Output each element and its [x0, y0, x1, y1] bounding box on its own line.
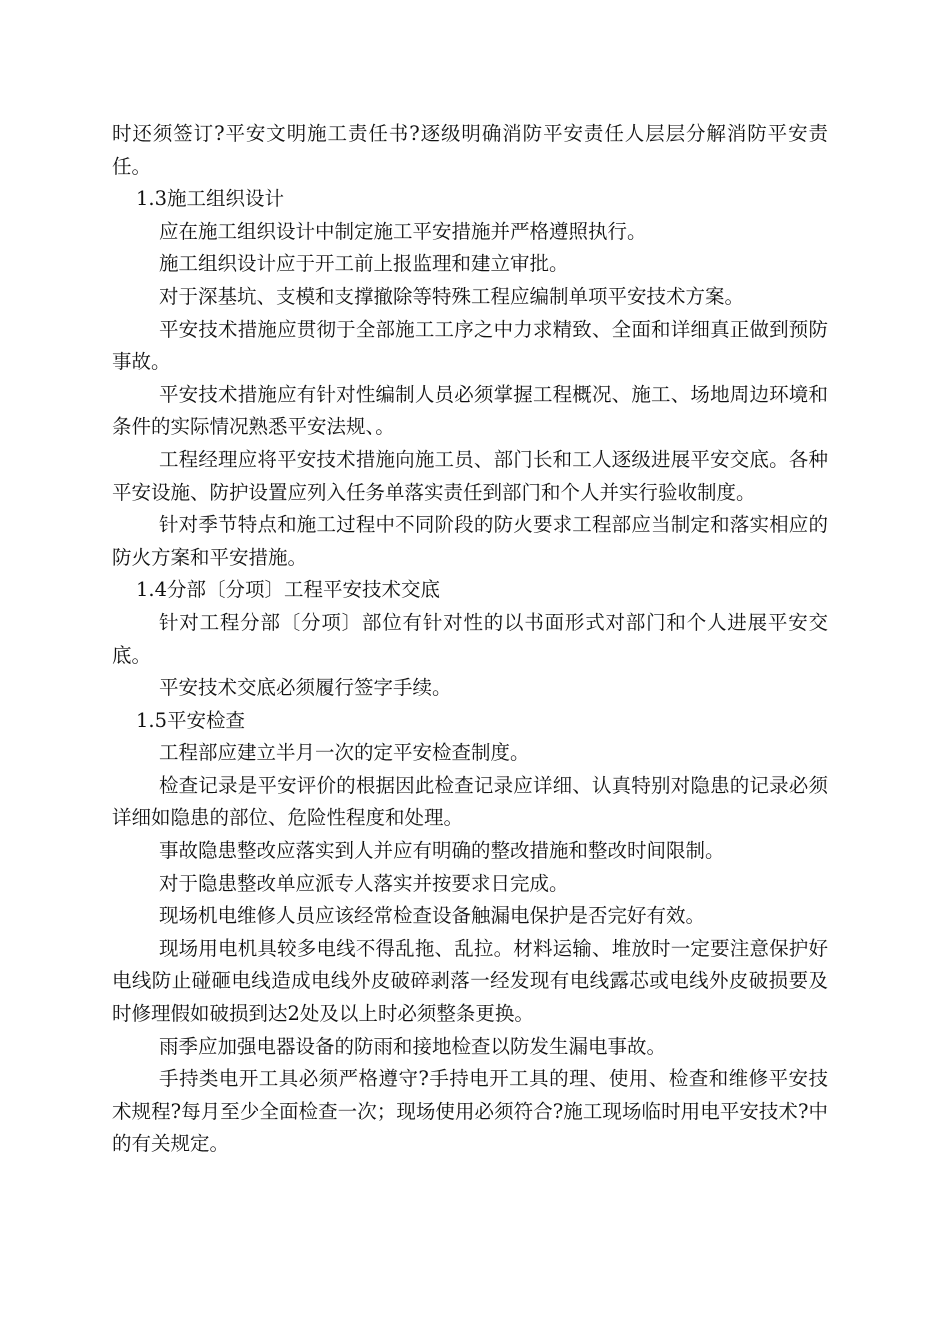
paragraph: 针对工程分部〔分项〕部位有针对性的以书面形式对部门和个人进展平安交底。 [112, 610, 828, 667]
paragraph: 对于深基坑、支模和支撑撤除等特殊工程应编制单项平安技术方案。 [159, 284, 745, 308]
paragraph: 现场用电机具较多电线不得乱拖、乱拉。材料运输、堆放时一定要注意保护好电线防止碰砸电线造成电线外皮破碎剥落一经发现有电线露芯或电线外皮破损要及时修理假如破损到达2处及以上时必须整条更换。 [112, 936, 828, 1026]
paragraph: 施工组织设计应于开工前上报监理和建立审批。 [159, 252, 569, 276]
paragraph: 事故隐患整改应落实到人并应有明确的整改措施和整改时间限制。 [159, 839, 725, 863]
paragraph: 工程经理应将平安技术措施向施工员、部门长和工人逐级进展平安交底。各种平安设施、防护设置应列入任务单落实责任到部门和个人并实行验收制度。 [112, 447, 828, 504]
paragraph: 现场机电维修人员应该经常检查设备触漏电保护是否完好有效。 [159, 904, 706, 928]
section-heading-1-4: 1.4分部〔分项〕工程平安技术交底 [136, 578, 441, 602]
paragraph: 应在施工组织设计中制定施工平安措施并严格遵照执行。 [159, 219, 647, 243]
paragraph: 平安技术交底必须履行签字手续。 [159, 676, 452, 700]
paragraph: 检查记录是平安评价的根据因此检查记录应详细、认真特别对隐患的记录必须详细如隐患的部位、危险性程度和处理。 [112, 773, 828, 830]
section-heading-1-3: 1.3施工组织设计 [136, 187, 285, 211]
paragraph: 雨季应加强电器设备的防雨和接地检查以防发生漏电事故。 [159, 1034, 667, 1058]
paragraph: 平安技术措施应有针对性编制人员必须掌握工程概况、施工、场地周边环境和条件的实际情况熟悉平安法规、。 [112, 382, 828, 439]
paragraph: 对于隐患整改单应派专人落实并按要求日完成。 [159, 871, 569, 895]
paragraph: 平安技术措施应贯彻于全部施工工序之中力求精致、全面和详细真正做到预防事故。 [112, 317, 828, 374]
paragraph: 手持类电开工具必须严格遵守?手持电开工具的理、使用、检查和维修平安技术规程?每月至少全面检查一次；现场使用必须符合?施工现场临时用电平安技术?中的有关规定。 [112, 1067, 828, 1156]
paragraph: 工程部应建立半月一次的定平安检查制度。 [159, 741, 530, 765]
section-heading-1-5: 1.5平安检查 [136, 708, 246, 732]
document-body [112, 118, 828, 1161]
paragraph: 针对季节特点和施工过程中不同阶段的防火要求工程部应当制定和落实相应的防火方案和平安措施。 [112, 513, 828, 569]
paragraph-continuation: 时还须签订?平安文明施工责任书?逐级明确消防平安责任人层层分解消防平安责任。 [112, 122, 828, 178]
